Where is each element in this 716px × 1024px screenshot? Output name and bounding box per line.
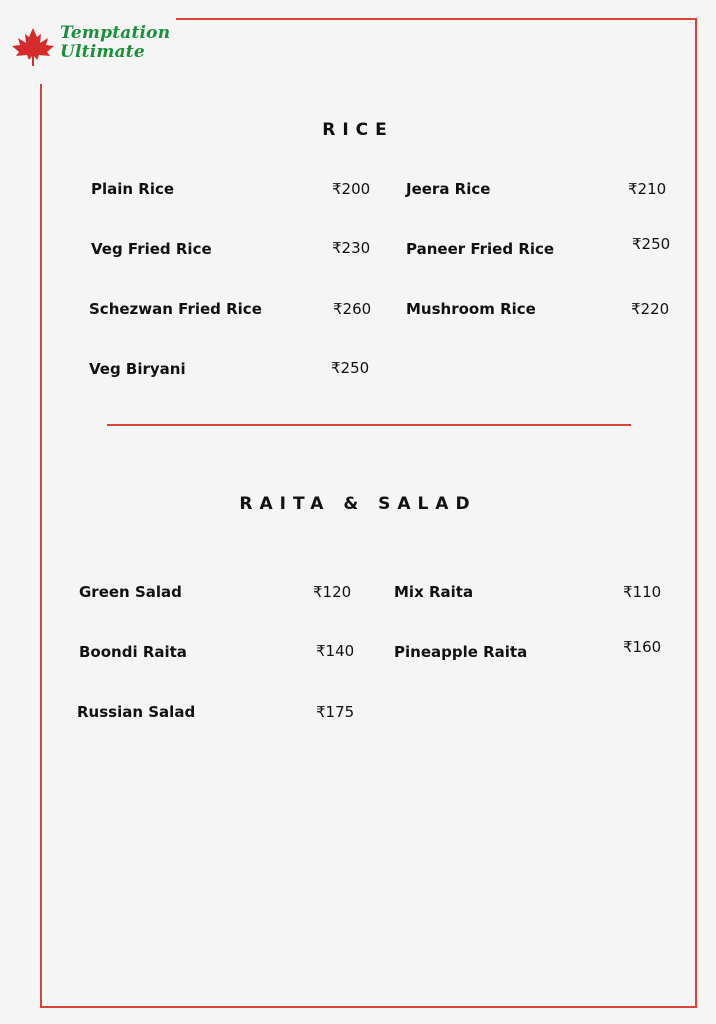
menu-item-price: ₹230 (332, 239, 371, 257)
frame-bottom-border (40, 1006, 697, 1008)
menu-item-price: ₹260 (333, 300, 372, 318)
menu-item-name: Plain Rice (91, 180, 175, 198)
menu-item-name: Mix Raita (394, 583, 474, 601)
menu-item-name: Veg Biryani (89, 360, 186, 378)
section-divider (107, 424, 631, 426)
menu-item-price: ₹175 (316, 703, 355, 721)
menu-item-price: ₹250 (331, 359, 370, 377)
menu-item-price: ₹220 (631, 300, 670, 318)
menu-item-name: Boondi Raita (79, 643, 187, 661)
menu-item-name: Veg Fried Rice (91, 240, 212, 258)
menu-item-price: ₹210 (628, 180, 667, 198)
section-title-rice: RICE (322, 120, 394, 140)
menu-item-price: ₹250 (632, 235, 671, 253)
menu-item-name: Pineapple Raita (394, 643, 528, 661)
menu-item-name: Russian Salad (77, 703, 196, 721)
menu-item-name: Mushroom Rice (406, 300, 536, 318)
menu-item-name: Green Salad (79, 583, 182, 601)
frame-left-border (40, 84, 42, 1008)
section-title-raita-salad: RAITA & SALAD (239, 494, 477, 514)
brand-logo (10, 24, 190, 70)
brand-line-1: Temptation (60, 23, 171, 43)
menu-item-name: Paneer Fried Rice (406, 240, 555, 258)
menu-item-price: ₹200 (332, 180, 371, 198)
menu-item-name: Schezwan Fried Rice (89, 300, 262, 318)
menu-item-price: ₹160 (623, 638, 662, 656)
maple-leaf-icon (10, 26, 56, 68)
brand-wordmark (60, 24, 194, 70)
menu-item-price: ₹140 (316, 642, 355, 660)
menu-item-price: ₹110 (623, 583, 662, 601)
frame-top-border (176, 18, 697, 20)
menu-item-name: Jeera Rice (406, 180, 491, 198)
menu-item-price: ₹120 (313, 583, 352, 601)
brand-line-2: Ultimate (60, 42, 145, 62)
